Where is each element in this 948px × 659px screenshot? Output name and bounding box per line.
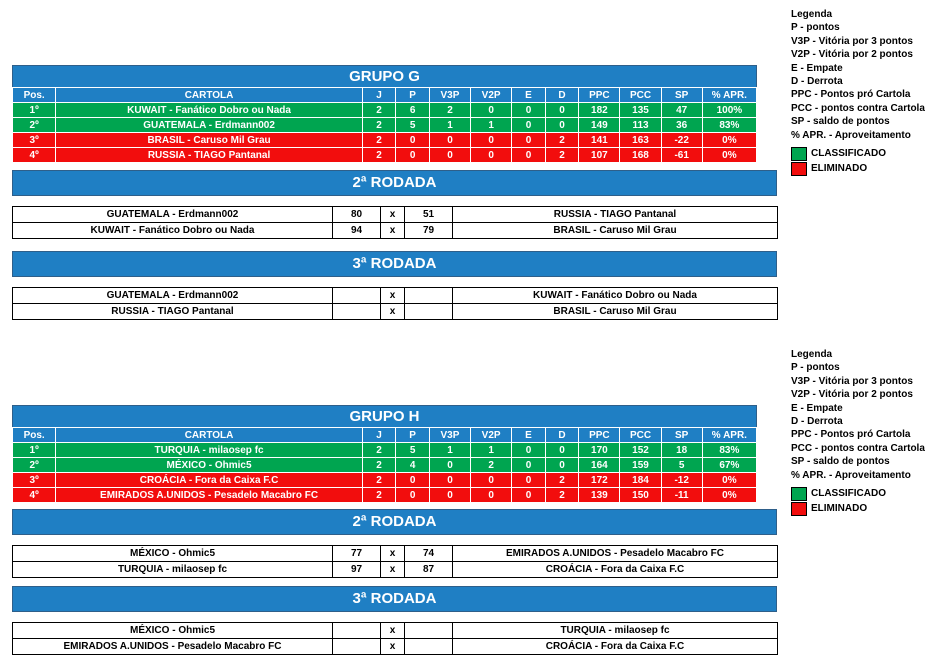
- cell-d: 0: [545, 458, 579, 473]
- table-row: [13, 148, 757, 163]
- group-title-text: GRUPO G: [12, 65, 757, 89]
- cell-p: 0: [396, 133, 430, 148]
- cell-p: 0: [396, 473, 430, 488]
- col-apr: % APR.: [702, 88, 756, 103]
- cell-p: 5: [396, 118, 430, 133]
- legend-line-sp: SP - saldo de pontos: [791, 116, 890, 128]
- cell-v3p: 0: [429, 473, 470, 488]
- cell-v3p: 1: [429, 443, 470, 458]
- cell-ppc: 141: [579, 133, 620, 148]
- match-away-team: KUWAIT - Fanático Dobro ou Nada: [453, 288, 778, 304]
- cell-e: 0: [512, 443, 546, 458]
- cell-apr: 0%: [702, 473, 756, 488]
- match-versus: x: [381, 639, 405, 655]
- standings-table: [12, 427, 757, 503]
- col-pcc: PCC: [620, 428, 661, 443]
- cell-cartola: CROÁCIA - Fora da Caixa F.C: [56, 473, 362, 488]
- legend-line-v3p: V3P - Vitória por 3 pontos: [791, 35, 913, 47]
- cell-sp: -61: [661, 148, 702, 163]
- legend-line-v2p: V2P - Vitória por 2 pontos: [791, 389, 913, 401]
- col-ppc: PPC: [579, 88, 620, 103]
- cell-apr: 0%: [702, 488, 756, 503]
- table-header-row: [13, 428, 757, 443]
- match-away-score: 74: [405, 546, 453, 562]
- cell-d: 2: [545, 473, 579, 488]
- match-away-score: [405, 288, 453, 304]
- cell-d: 2: [545, 488, 579, 503]
- cell-e: 0: [512, 103, 546, 118]
- cell-j: 2: [362, 133, 396, 148]
- legend-line-apr: % APR. - Aproveitamento: [791, 129, 911, 141]
- col-apr: % APR.: [702, 428, 756, 443]
- cell-pcc: 159: [620, 458, 661, 473]
- match-away-team: BRASIL - Caruso Mil Grau: [453, 304, 778, 320]
- match-away-team: CROÁCIA - Fora da Caixa F.C: [453, 639, 778, 655]
- cell-pos: 4º: [13, 488, 56, 503]
- group-h-standings: [12, 427, 757, 503]
- col-d: D: [545, 428, 579, 443]
- cell-e: 0: [512, 148, 546, 163]
- match-home-score: [333, 288, 381, 304]
- cell-e: 0: [512, 133, 546, 148]
- legend-line-ppc: PPC - Pontos pró Cartola: [791, 89, 911, 101]
- legend-line-d: D - Derrota: [791, 416, 843, 428]
- table-row: [13, 103, 757, 118]
- cell-e: 0: [512, 473, 546, 488]
- legend-line-p: P - pontos: [791, 22, 840, 34]
- col-pos: Pos.: [13, 88, 56, 103]
- col-cartola: CARTOLA: [56, 428, 362, 443]
- cell-cartola: EMIRADOS A.UNIDOS - Pesadelo Macabro FC: [56, 488, 362, 503]
- legend-title: Legenda: [791, 9, 833, 20]
- eliminated-color-swatch: [791, 502, 807, 516]
- cell-v3p: 1: [429, 118, 470, 133]
- cell-cartola: MÉXICO - Ohmic5: [56, 458, 362, 473]
- cell-apr: 83%: [702, 118, 756, 133]
- match-away-score: [405, 639, 453, 655]
- match-home-team: GUATEMALA - Erdmann002: [13, 207, 333, 223]
- col-sp: SP: [661, 428, 702, 443]
- cell-d: 0: [545, 118, 579, 133]
- legend-qualified: [791, 487, 946, 501]
- col-e: E: [512, 88, 546, 103]
- col-j: J: [362, 428, 396, 443]
- cell-d: 2: [545, 148, 579, 163]
- cell-cartola: RUSSIA - TIAGO Pantanal: [56, 148, 362, 163]
- legend-line-d: D - Derrota: [791, 76, 843, 88]
- cell-cartola: BRASIL - Caruso Mil Grau: [56, 133, 362, 148]
- group-title-text: GRUPO H: [12, 405, 757, 429]
- match-row: [13, 288, 778, 304]
- cell-p: 5: [396, 443, 430, 458]
- match-away-team: CROÁCIA - Fora da Caixa F.C: [453, 562, 778, 578]
- cell-apr: 0%: [702, 148, 756, 163]
- match-home-team: KUWAIT - Fanático Dobro ou Nada: [13, 223, 333, 239]
- group-h-round3-banner: [12, 586, 777, 612]
- cell-sp: -11: [661, 488, 702, 503]
- legend-top: [791, 8, 946, 176]
- legend-line-apr: % APR. - Aproveitamento: [791, 469, 911, 481]
- cell-p: 4: [396, 458, 430, 473]
- match-row: [13, 562, 778, 578]
- eliminated-label: ELIMINADO: [811, 163, 868, 175]
- table-row: [13, 118, 757, 133]
- legend-line-sp: SP - saldo de pontos: [791, 456, 890, 468]
- match-home-score: [333, 639, 381, 655]
- cell-v2p: 2: [471, 458, 512, 473]
- round-title: 3ª RODADA: [12, 586, 777, 612]
- cell-sp: -12: [661, 473, 702, 488]
- cell-pos: 3º: [13, 473, 56, 488]
- cell-v2p: 1: [471, 118, 512, 133]
- col-v3p: V3P: [429, 428, 470, 443]
- table-row: [13, 443, 757, 458]
- qualified-color-swatch: [791, 487, 807, 501]
- match-versus: x: [381, 223, 405, 239]
- match-home-score: 80: [333, 207, 381, 223]
- col-j: J: [362, 88, 396, 103]
- cell-pos: 4º: [13, 148, 56, 163]
- qualified-label: CLASSIFICADO: [811, 148, 886, 160]
- match-away-score: [405, 623, 453, 639]
- group-h-title: [12, 405, 757, 429]
- legend-line-e: E - Empate: [791, 402, 843, 414]
- cell-sp: 36: [661, 118, 702, 133]
- match-versus: x: [381, 546, 405, 562]
- cell-pcc: 168: [620, 148, 661, 163]
- group-g-round2-matches: [12, 206, 777, 239]
- cell-ppc: 170: [579, 443, 620, 458]
- round-title: 3ª RODADA: [12, 251, 777, 277]
- eliminated-label: ELIMINADO: [811, 503, 868, 515]
- table-row: [13, 488, 757, 503]
- cell-v3p: 0: [429, 488, 470, 503]
- matches-table: [12, 622, 778, 655]
- cell-j: 2: [362, 488, 396, 503]
- cell-ppc: 172: [579, 473, 620, 488]
- cell-ppc: 107: [579, 148, 620, 163]
- group-g-round3-matches: [12, 287, 777, 320]
- cell-j: 2: [362, 118, 396, 133]
- match-away-team: TURQUIA - milaosep fc: [453, 623, 778, 639]
- cell-pos: 1º: [13, 443, 56, 458]
- cell-v3p: 0: [429, 148, 470, 163]
- cell-j: 2: [362, 103, 396, 118]
- match-versus: x: [381, 288, 405, 304]
- match-versus: x: [381, 304, 405, 320]
- cell-j: 2: [362, 443, 396, 458]
- group-g-standings: [12, 87, 757, 163]
- match-home-score: [333, 623, 381, 639]
- match-versus: x: [381, 207, 405, 223]
- match-away-score: 51: [405, 207, 453, 223]
- match-home-team: EMIRADOS A.UNIDOS - Pesadelo Macabro FC: [13, 639, 333, 655]
- cell-j: 2: [362, 148, 396, 163]
- group-g-round3-banner: [12, 251, 777, 277]
- match-home-score: 94: [333, 223, 381, 239]
- cell-ppc: 149: [579, 118, 620, 133]
- cell-p: 0: [396, 148, 430, 163]
- match-away-team: RUSSIA - TIAGO Pantanal: [453, 207, 778, 223]
- cell-e: 0: [512, 458, 546, 473]
- match-home-team: MÉXICO - Ohmic5: [13, 623, 333, 639]
- table-row: [13, 133, 757, 148]
- match-versus: x: [381, 562, 405, 578]
- match-away-score: 87: [405, 562, 453, 578]
- cell-cartola: KUWAIT - Fanático Dobro ou Nada: [56, 103, 362, 118]
- cell-ppc: 139: [579, 488, 620, 503]
- cell-p: 0: [396, 488, 430, 503]
- legend-line-pcc: PCC - pontos contra Cartola: [791, 102, 925, 114]
- legend-line-e: E - Empate: [791, 62, 843, 74]
- legend-qualified: [791, 147, 946, 161]
- cell-j: 2: [362, 473, 396, 488]
- cell-pos: 3º: [13, 133, 56, 148]
- cell-apr: 67%: [702, 458, 756, 473]
- cell-ppc: 182: [579, 103, 620, 118]
- match-row: [13, 304, 778, 320]
- cell-ppc: 164: [579, 458, 620, 473]
- match-home-team: MÉXICO - Ohmic5: [13, 546, 333, 562]
- cell-sp: -22: [661, 133, 702, 148]
- group-h-round3-matches: [12, 622, 777, 655]
- round-title: 2ª RODADA: [12, 509, 777, 535]
- matches-table: [12, 287, 778, 320]
- legend-line-p: P - pontos: [791, 362, 840, 374]
- cell-p: 6: [396, 103, 430, 118]
- cell-pcc: 163: [620, 133, 661, 148]
- col-v2p: V2P: [471, 88, 512, 103]
- cell-pcc: 135: [620, 103, 661, 118]
- col-ppc: PPC: [579, 428, 620, 443]
- legend-eliminated: [791, 502, 946, 516]
- standings-table: [12, 87, 757, 163]
- col-cartola: CARTOLA: [56, 88, 362, 103]
- col-sp: SP: [661, 88, 702, 103]
- col-pos: Pos.: [13, 428, 56, 443]
- cell-v2p: 0: [471, 103, 512, 118]
- match-home-team: TURQUIA - milaosep fc: [13, 562, 333, 578]
- cell-v2p: 0: [471, 133, 512, 148]
- round-title: 2ª RODADA: [12, 170, 777, 196]
- legend-line-v3p: V3P - Vitória por 3 pontos: [791, 375, 913, 387]
- col-p: P: [396, 428, 430, 443]
- col-v2p: V2P: [471, 428, 512, 443]
- cell-d: 2: [545, 133, 579, 148]
- table-row: [13, 458, 757, 473]
- col-d: D: [545, 88, 579, 103]
- cell-v2p: 0: [471, 148, 512, 163]
- cell-e: 0: [512, 488, 546, 503]
- matches-table: [12, 206, 778, 239]
- cell-pcc: 113: [620, 118, 661, 133]
- cell-v3p: 2: [429, 103, 470, 118]
- col-e: E: [512, 428, 546, 443]
- cell-sp: 18: [661, 443, 702, 458]
- legend-title: Legenda: [791, 349, 833, 360]
- table-row: [13, 473, 757, 488]
- cell-pcc: 184: [620, 473, 661, 488]
- qualified-label: CLASSIFICADO: [811, 488, 886, 500]
- cell-v2p: 0: [471, 488, 512, 503]
- cell-cartola: GUATEMALA - Erdmann002: [56, 118, 362, 133]
- cell-pcc: 152: [620, 443, 661, 458]
- col-pcc: PCC: [620, 88, 661, 103]
- matches-table: [12, 545, 778, 578]
- qualified-color-swatch: [791, 147, 807, 161]
- legend-line-pcc: PCC - pontos contra Cartola: [791, 442, 925, 454]
- match-away-score: 79: [405, 223, 453, 239]
- match-home-score: 97: [333, 562, 381, 578]
- cell-sp: 5: [661, 458, 702, 473]
- cell-cartola: TURQUIA - milaosep fc: [56, 443, 362, 458]
- table-header-row: [13, 88, 757, 103]
- legend-eliminated: [791, 162, 946, 176]
- cell-e: 0: [512, 118, 546, 133]
- match-row: [13, 223, 778, 239]
- match-row: [13, 639, 778, 655]
- cell-pcc: 150: [620, 488, 661, 503]
- match-row: [13, 207, 778, 223]
- col-p: P: [396, 88, 430, 103]
- match-away-team: BRASIL - Caruso Mil Grau: [453, 223, 778, 239]
- cell-d: 0: [545, 443, 579, 458]
- match-row: [13, 623, 778, 639]
- cell-sp: 47: [661, 103, 702, 118]
- cell-v3p: 0: [429, 458, 470, 473]
- cell-v2p: 1: [471, 443, 512, 458]
- cell-pos: 1º: [13, 103, 56, 118]
- match-home-team: GUATEMALA - Erdmann002: [13, 288, 333, 304]
- group-h-round2-matches: [12, 545, 777, 578]
- group-h-round2-banner: [12, 509, 777, 535]
- cell-pos: 2º: [13, 118, 56, 133]
- col-v3p: V3P: [429, 88, 470, 103]
- cell-j: 2: [362, 458, 396, 473]
- group-g-round2-banner: [12, 170, 777, 196]
- cell-v3p: 0: [429, 133, 470, 148]
- cell-apr: 100%: [702, 103, 756, 118]
- match-away-score: [405, 304, 453, 320]
- match-versus: x: [381, 623, 405, 639]
- match-away-team: EMIRADOS A.UNIDOS - Pesadelo Macabro FC: [453, 546, 778, 562]
- cell-apr: 83%: [702, 443, 756, 458]
- cell-d: 0: [545, 103, 579, 118]
- match-row: [13, 546, 778, 562]
- cell-pos: 2º: [13, 458, 56, 473]
- match-home-score: [333, 304, 381, 320]
- legend-line-ppc: PPC - Pontos pró Cartola: [791, 429, 911, 441]
- legend-line-v2p: V2P - Vitória por 2 pontos: [791, 49, 913, 61]
- eliminated-color-swatch: [791, 162, 807, 176]
- legend-bottom: [791, 348, 946, 516]
- group-g-title: [12, 65, 757, 89]
- cell-apr: 0%: [702, 133, 756, 148]
- match-home-team: RUSSIA - TIAGO Pantanal: [13, 304, 333, 320]
- cell-v2p: 0: [471, 473, 512, 488]
- match-home-score: 77: [333, 546, 381, 562]
